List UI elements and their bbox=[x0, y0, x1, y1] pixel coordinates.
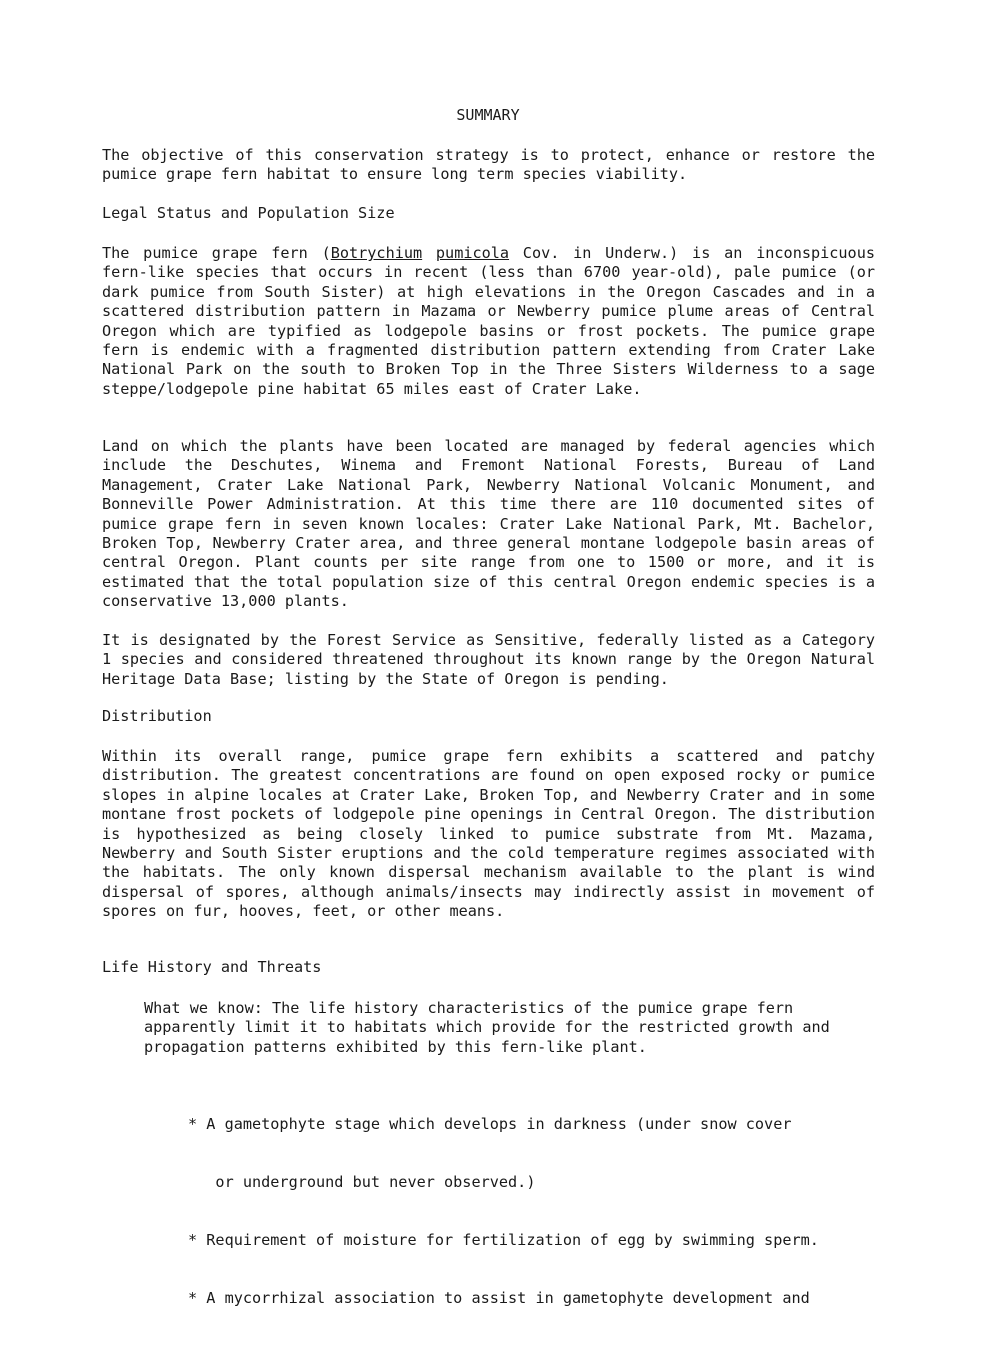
legal-p1-start: The pumice grape fern ( bbox=[102, 244, 331, 262]
list-item: * Requirement of moisture for fertilization of egg by swimming sperm. bbox=[188, 1231, 819, 1250]
section-heading-distribution: Distribution bbox=[102, 707, 212, 725]
list-item: * A gametophyte stage which develops in darkness (under snow cover bbox=[188, 1114, 792, 1133]
life-history-bullet-list bbox=[188, 1076, 878, 1348]
what-we-know-paragraph: What we know: The life history characteristics of the pumice grape fern apparently limit it to habitats which provide for the restricted growth and propagation patterns exhibited by this fern-like plant. bbox=[144, 999, 830, 1056]
section-heading-life-history: Life History and Threats bbox=[102, 958, 322, 976]
legal-paragraph-2: Land on which the plants have been located are managed by federal agencies which include the Deschutes, Winema and Fremont National Forests, Bureau of Land Management, Crater Lake National Park, Newberry National Volcanic Monument, and Bonneville Power Administration. At this time there are 110 documented sites of pumice grape fern in seven known locales: Crater Lake National Park, Mt. Bachelor, Broken Top, Newberry Crater area, and three general montane lodgepole basin areas of central Oregon. Plant counts per site range from one to 1500 or more, and it is estimated that the total population size of this central Oregon endemic species is a conservative 13,000 plants. bbox=[102, 437, 875, 611]
objective-paragraph: The objective of this conservation strategy is to protect, enhance or restore the pumice grape fern habitat to ensure long term species viability. bbox=[102, 146, 875, 184]
section-heading-legal: Legal Status and Population Size bbox=[102, 204, 395, 222]
legal-paragraph-1 bbox=[102, 244, 875, 399]
legal-p1-rest: Cov. in Underw.) is an inconspicuous fern-like species that occurs in recent (less than 6700 year-old), pale pumice (or dark pumice from South Sister) at high elevations in the Oregon Cascades and in a scattered distribution pattern in Mazama or Newberry pumice plume areas of Central Oregon which are typified as lodgepole basins or frost pockets. The pumice grape fern is endemic with a fragmented distribution pattern extending from Crater Lake National Park on the south to Broken Top in the Three Sisters Wilderness to a sage steppe/lodgepole pine habitat 65 miles east of Crater Lake. bbox=[102, 244, 875, 398]
species-name: pumicola bbox=[435, 244, 510, 262]
list-item: * A mycorrhizal association to assist in gametophyte development and bbox=[188, 1289, 810, 1308]
page-title: SUMMARY bbox=[456, 106, 520, 124]
legal-paragraph-3: It is designated by the Forest Service as Sensitive, federally listed as a Category 1 species and considered threatened throughout its known range by the Oregon Natural Heritage Data Base; listing by the State of Oregon is pending. bbox=[102, 631, 875, 688]
genus-name: Botrychium bbox=[330, 244, 423, 262]
distribution-paragraph: Within its overall range, pumice grape fern exhibits a scattered and patchy distribution. The greatest concentrations are found on open exposed rocky or pumice slopes in alpine locales at Crater Lake, Broken Top, and Newberry Crater and in some montane frost pockets of lodgepole pine openings in Central Oregon. The distribution is hypothesized as being closely linked to pumice substrate from Mt. Mazama, Newberry and South Sister eruptions and the cold temperature regimes associated with the habitats. The only known dispersal mechanism available to the plant is wind dispersal of spores, although animals/insects may indirectly assist in movement of spores on fur, hooves, feet, or other means. bbox=[102, 747, 875, 921]
list-item: or underground but never observed.) bbox=[188, 1173, 536, 1192]
